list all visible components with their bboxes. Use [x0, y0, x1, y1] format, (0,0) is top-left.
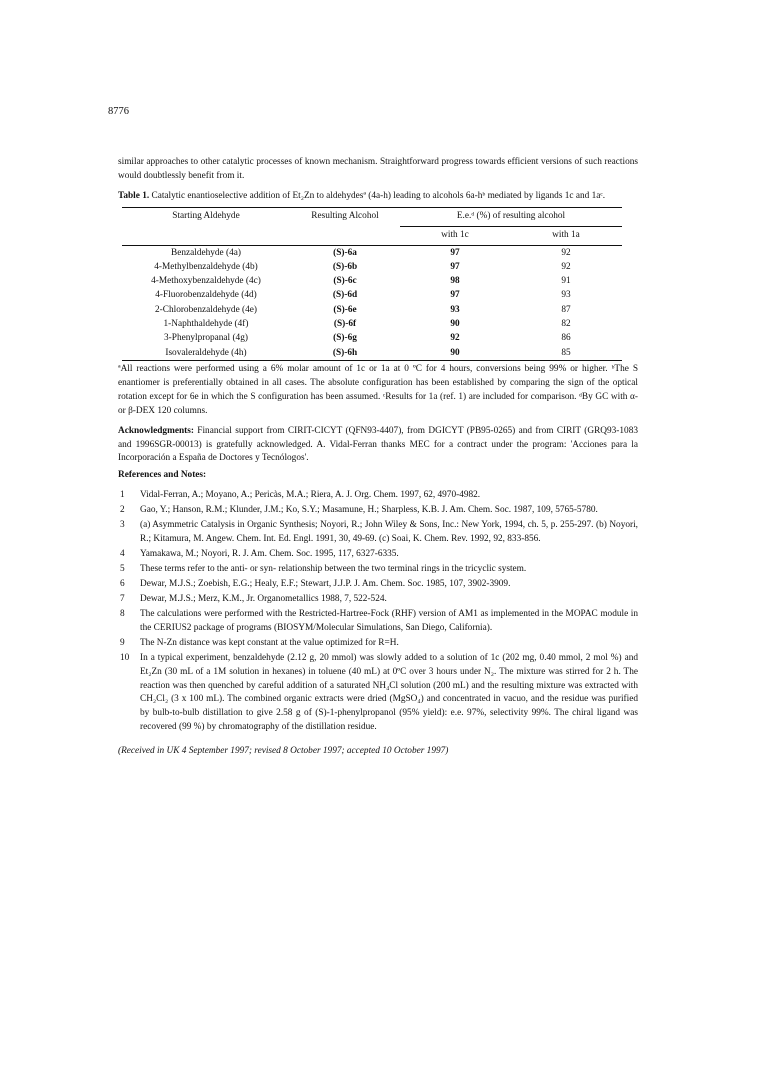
- cell-aldehyde: 4-Fluorobenzaldehyde (4d): [155, 290, 257, 301]
- received-dates: (Received in UK 4 September 1997; revised 8 October 1997; accepted 10 October 1997): [118, 746, 449, 757]
- table-subheader-row: [122, 226, 622, 245]
- header-ee: E.e.ᵈ (%) of resulting alcohol: [400, 207, 622, 226]
- cell-aldehyde: 4-Methoxybenzaldehyde (4c): [151, 276, 261, 287]
- cell-ee-1a: 86: [561, 333, 571, 344]
- reference-text: Dewar, M.J.S.; Zoebish, E.G.; Healy, E.F.; Stewart, J.J.P. J. Am. Chem. Soc. 1985, 107, 3902-3909.: [140, 578, 511, 589]
- table-row: [122, 245, 622, 260]
- cell-aldehyde: 1-Naphthaldehyde (4f): [163, 319, 249, 330]
- reference-item: [118, 548, 638, 562]
- reference-number: 10: [120, 652, 130, 663]
- cell-ee-1c: 90: [450, 319, 460, 330]
- reference-text: The N-Zn distance was kept constant at the value optimized for R=H.: [140, 637, 399, 648]
- cell-ee-1c: 98: [450, 276, 460, 287]
- reference-number: 8: [120, 608, 125, 619]
- table-footnote: ªAll reactions were performed using a 6% molar amount of 1c or 1a at 0 ºC for 4 hours, conversions being 99% or higher. ᵇThe S enantiomer is preferentially obtained in all cases. The absolute configuration has been established by comparing the sign of the optical rotation except for 6e in which the S configuration has been assumed. ᶜResults for 1a (ref. 1) are included for comparison. ᵈBy GC with α- or β-DEX 120 columns.: [118, 363, 638, 416]
- reference-text: Gao, Y.; Hanson, R.M.; Klunder, J.M.; Ko, S.Y.; Masamune, H.; Sharpless, K.B. J. Am. Chem. Soc. 1987, 109, 5765-5780.: [140, 505, 598, 516]
- reference-item: [118, 563, 638, 577]
- cell-ee-1c: 97: [450, 247, 460, 258]
- reference-number: 1: [120, 490, 125, 501]
- acknowledgments: [118, 425, 638, 467]
- cell-ee-1a: 91: [561, 276, 571, 287]
- cell-alcohol: (S)-6d: [332, 290, 358, 301]
- table-row: [122, 260, 622, 274]
- cell-ee-1a: 87: [561, 304, 571, 315]
- cell-ee-1a: 93: [561, 290, 571, 301]
- cell-ee-1a: 92: [561, 261, 571, 272]
- cell-aldehyde: 4-Methylbenzaldehyde (4b): [154, 261, 258, 272]
- table-row: [122, 274, 622, 288]
- table-row: [122, 303, 622, 317]
- table-row: [122, 317, 622, 331]
- table-header-row: [122, 207, 622, 226]
- reference-number: 7: [120, 593, 125, 604]
- acknowledgments-label: Acknowledgments:: [118, 425, 194, 436]
- table-caption: [118, 190, 638, 204]
- cell-ee-1a: 85: [510, 346, 622, 361]
- intro-line-2: versions of such reactions would doubtlessly benefit from it.: [118, 157, 638, 181]
- table-caption-text: Catalytic enantioselective addition of Et₂Zn to aldehydesª (4a-h) leading to alcohols 6a-hᵇ: [151, 190, 486, 201]
- cell-alcohol: (S)-6b: [332, 261, 358, 272]
- reference-text: These terms refer to the anti- or syn- relationship between the two terminal rings in the tricyclic system.: [140, 564, 527, 574]
- cell-alcohol: (S)-6e: [333, 304, 357, 315]
- cell-ee-1c: 92: [450, 333, 460, 344]
- reference-number: 2: [120, 505, 125, 516]
- subheader-blank-1: [122, 226, 290, 245]
- reference-number: 5: [120, 564, 125, 574]
- cell-alcohol: (S)-6h: [290, 346, 400, 361]
- reference-item: [118, 489, 638, 503]
- cell-ee-1c: 97: [450, 261, 460, 272]
- reference-item: [118, 519, 638, 547]
- reference-number: 9: [120, 637, 125, 648]
- reference-text: Yamakawa, M.; Noyori, R. J. Am. Chem. Soc. 1995, 117, 6327-6335.: [140, 549, 399, 560]
- acknowledgments-text: Financial support from CIRIT-CICYT (QFN93-4407), from DGICYT (PB95-0265) and from CIRIT (GRQ93-1083 and 1996SGR-00013) is gratefully acknowledged. A. Vidal-Ferran thanks MEC for a contract under the program: 'Acciones para la Incorporación a España de Doctores y Tecnólogos'.: [118, 425, 638, 464]
- intro-paragraph: [118, 156, 638, 184]
- header-with-1c: with 1c: [400, 226, 510, 245]
- reference-text: In a typical experiment, benzaldehyde (2.12 g, 20 mmol) was slowly added to a solution of 1c (202 mg, 0.40 mmol, 2 mol %) and Et₂Zn (30 mL of a 1M solution in hexanes) in toluene (40 mL) at 0ºC over 3 hours under N₂. The mixture was stirred for 2 h. The reaction was then quenched by careful addition of a saturated NH₄Cl solution (200 mL) and the resulting mixture was extracted with CH₂Cl₂ (3 x 100 mL). The combined organic extracts were dried (MgSO₄) and concentrated in vacuo, and the residue was purified by bulb-to-bulb distillation to give 2.58 g of (S)-1-phenylpropanol (95% yield): e.e. 97%, selectivity 99%. The chiral ligand was recovered (99 %) by chromatography of the distillation residue.: [140, 652, 638, 733]
- page-number: 8776: [108, 106, 129, 117]
- page-content: [118, 156, 638, 759]
- reference-item: [118, 652, 638, 736]
- reference-item: [118, 593, 638, 607]
- cell-alcohol: (S)-6g: [333, 333, 357, 344]
- reference-number: 4: [120, 549, 125, 560]
- reference-number: 3: [120, 520, 125, 531]
- cell-ee-1a: 82: [561, 319, 571, 330]
- cell-ee-1c: 93: [450, 304, 460, 315]
- reference-item: [118, 637, 638, 651]
- cell-ee-1c: 90: [400, 346, 510, 361]
- reference-item: [118, 578, 638, 592]
- table-row: [122, 288, 622, 302]
- cell-aldehyde: 2-Chlorobenzaldehyde (4e): [155, 304, 257, 315]
- cell-aldehyde: Benzaldehyde (4a): [171, 247, 241, 258]
- header-aldehyde: Starting Aldehyde: [122, 207, 290, 226]
- references-heading: References and Notes:: [118, 470, 207, 481]
- header-with-1a: with 1a: [510, 226, 622, 245]
- reference-number: 6: [120, 578, 125, 589]
- cell-alcohol: (S)-6a: [333, 247, 357, 258]
- cell-alcohol: (S)-6f: [333, 319, 357, 330]
- cell-ee-1a: 92: [561, 247, 571, 258]
- cell-ee-1c: 97: [450, 290, 460, 301]
- reference-text: (a) Asymmetric Catalysis in Organic Synthesis; Noyori, R.; John Wiley & Sons, Inc.: New York, 1994, ch. 5, p. 255-297. (b) Noyori, R.; Kitamura, M. Angew. Chem. Int. Ed. Engl. 1991, 30, 49-69. (c) Soai, K. Chem. Rev. 1992, 92, 833-856.: [140, 520, 638, 545]
- subheader-blank-2: [290, 226, 400, 245]
- table-row: [122, 331, 622, 345]
- references-list: [118, 489, 638, 735]
- table-caption-text-2: mediated by ligands 1c and 1aᶜ.: [487, 190, 606, 201]
- reference-item: [118, 608, 638, 636]
- cell-alcohol: (S)-6c: [333, 276, 357, 287]
- table-row: [122, 346, 622, 361]
- intro-line-1: similar approaches to other catalytic processes of known mechanism. Straightforward progress towards efficient: [118, 157, 539, 167]
- reference-text: Dewar, M.J.S.; Merz, K.M., Jr. Organometallics 1988, 7, 522-524.: [140, 593, 387, 604]
- cell-aldehyde: 3-Phenylpropanal (4g): [164, 333, 248, 344]
- reference-text: The calculations were performed with the Restricted-Hartree-Fock (RHF) version of AM1 as implemented in the MOPAC module in the CERIUS2 package of programs (BIOSYM/Molecular Simulations, San Diego, California).: [140, 608, 638, 633]
- table-caption-label: Table 1.: [118, 190, 150, 201]
- reference-item: [118, 504, 638, 518]
- reference-text: Vidal-Ferran, A.; Moyano, A.; Pericàs, M.A.; Riera, A. J. Org. Chem. 1997, 62, 4970-4982.: [140, 490, 481, 501]
- cell-aldehyde: Isovaleraldehyde (4h): [122, 346, 290, 361]
- results-table: [122, 207, 622, 361]
- header-alcohol: Resulting Alcohol: [290, 207, 400, 226]
